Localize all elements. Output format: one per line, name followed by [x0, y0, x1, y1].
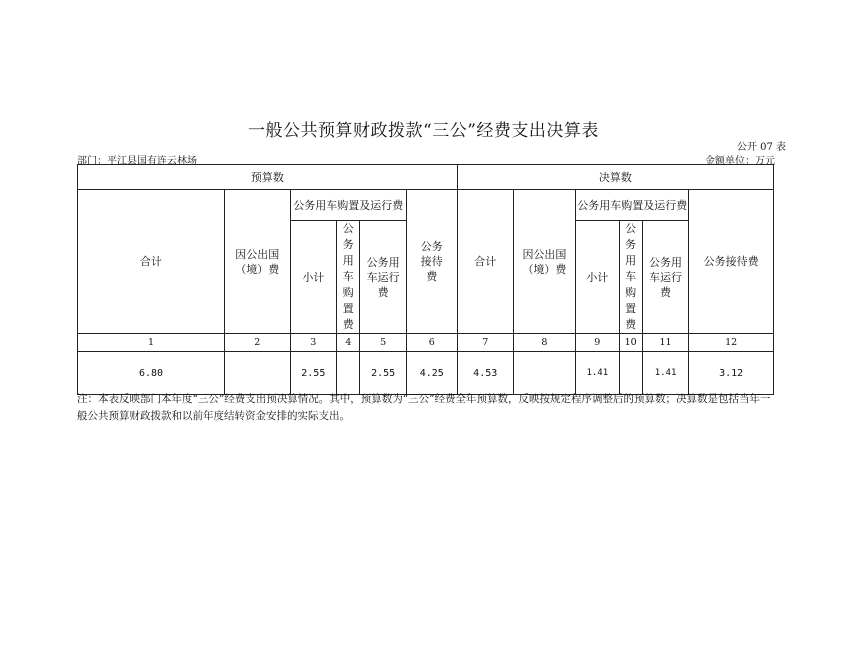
col-number: 5 [360, 334, 407, 352]
budget-operation-header [360, 221, 407, 334]
final-reception-header: 公务接待费 [689, 190, 774, 334]
col-number: 11 [642, 334, 689, 352]
unit-label: 金额单位：万元 [705, 156, 775, 167]
budget-subtotal-value: 2.55 [290, 352, 337, 395]
budget-abroad-header: 因公出国（境）费 [224, 190, 290, 334]
final-operation-header [642, 221, 689, 334]
col-number: 9 [576, 334, 619, 352]
col-number: 8 [513, 334, 575, 352]
col-number: 2 [224, 334, 290, 352]
budget-total-value: 6.80 [78, 352, 225, 395]
final-operation-value: 1.41 [642, 352, 689, 395]
department-label: 部门：平江县国有连云林场 [77, 156, 197, 167]
budget-subtotal-header: 小计 [290, 221, 337, 334]
budget-header: 预算数 [78, 165, 458, 190]
budget-operation-value: 2.55 [360, 352, 407, 395]
budget-reception-header [406, 190, 457, 334]
final-operation-header-text: 公务用车运行费 [649, 255, 683, 299]
budget-total-header: 合计 [78, 190, 225, 334]
three-public-expenses-table [77, 164, 774, 395]
col-number: 6 [406, 334, 457, 352]
final-reception-value: 3.12 [689, 352, 774, 395]
final-purchase-header [619, 221, 642, 334]
form-code: 公开 07 表 [736, 142, 786, 153]
budget-purchase-value [337, 352, 360, 395]
col-number: 1 [78, 334, 225, 352]
final-subtotal-header: 小计 [576, 221, 619, 334]
budget-abroad-value [224, 352, 290, 395]
table-row [78, 352, 774, 395]
col-number: 12 [689, 334, 774, 352]
col-number: 10 [619, 334, 642, 352]
budget-purchase-header [337, 221, 360, 334]
final-purchase-value [619, 352, 642, 395]
budget-reception-value: 4.25 [406, 352, 457, 395]
col-number: 4 [337, 334, 360, 352]
final-abroad-header: 因公出国（境）费 [513, 190, 575, 334]
page-title: 一般公共预算财政拨款“三公”经费支出决算表 [248, 121, 599, 141]
col-number: 3 [290, 334, 337, 352]
budget-operation-header-text: 公务用车运行费 [366, 255, 400, 299]
final-total-header: 合计 [457, 190, 513, 334]
final-abroad-value [513, 352, 575, 395]
final-header: 决算数 [457, 165, 773, 190]
final-total-value: 4.53 [457, 352, 513, 395]
budget-vehicle-group-header: 公务用车购置及运行费 [290, 190, 406, 221]
final-purchase-header-text: 公务用车购置费 [625, 222, 637, 331]
budget-purchase-header-text: 公务用车购置费 [342, 222, 354, 331]
footnote: 注：本表反映部门本年度“三公”经费支出预决算情况。其中，预算数为“三公”经费全年预算数，反映按规定程序调整后的预算数；决算数是包括当年一般公共预算财政拨款和以前年度结转资金安排的实际支出。 [77, 393, 771, 422]
col-number: 7 [457, 334, 513, 352]
final-subtotal-value: 1.41 [576, 352, 619, 395]
final-vehicle-group-header: 公务用车购置及运行费 [576, 190, 689, 221]
budget-reception-header-text: 公务接待费 [420, 240, 443, 283]
